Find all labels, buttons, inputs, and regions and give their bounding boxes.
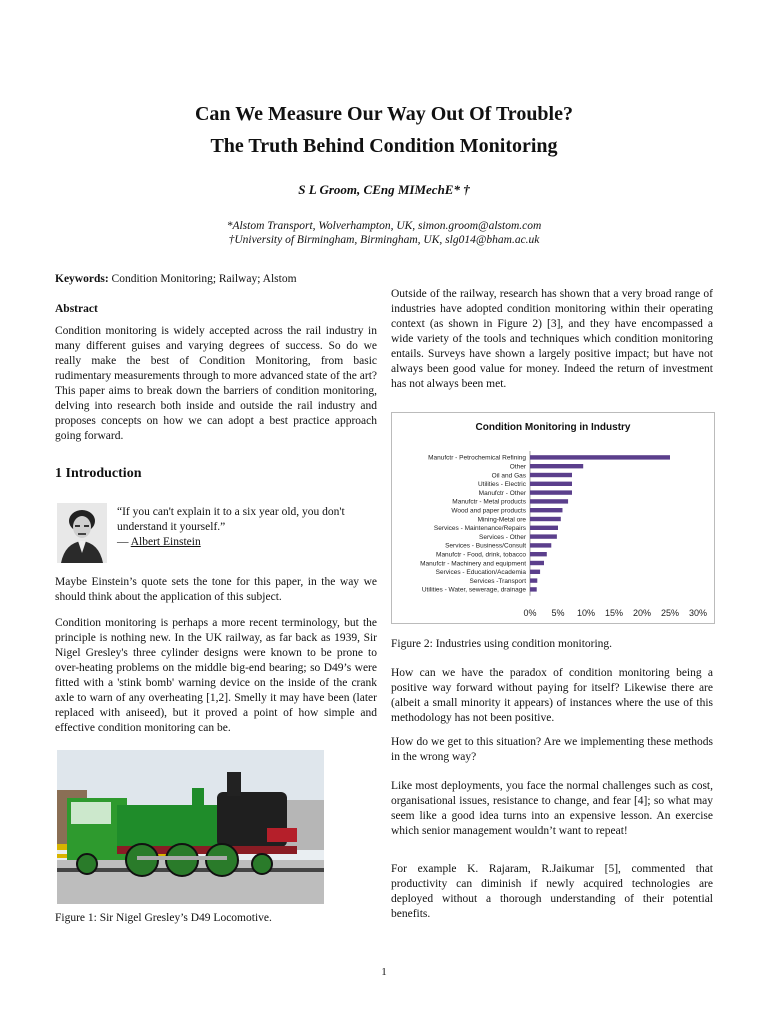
chart-bar bbox=[530, 578, 537, 582]
chart-bar bbox=[530, 508, 562, 512]
chart-bar bbox=[530, 473, 572, 477]
chart-category-label: Manufctr - Other bbox=[478, 489, 526, 497]
chart-title: Condition Monitoring in Industry bbox=[475, 422, 631, 433]
keywords-line bbox=[55, 272, 377, 287]
chart-bar bbox=[530, 587, 537, 591]
intro-para1-text: Maybe Einstein’s quote sets the tone for this paper, in the way we should think about the application of this subject. bbox=[55, 576, 377, 603]
chart-bar bbox=[530, 570, 540, 574]
right-paragraph-5 bbox=[391, 862, 713, 922]
chart-category-label: Manufctr - Food, drink, tobacco bbox=[436, 551, 526, 559]
paper-title-line2: The Truth Behind Condition Monitoring bbox=[210, 135, 558, 157]
right-paragraph-3 bbox=[391, 735, 713, 765]
chart-category-label: Services - Maintenance/Repairs bbox=[433, 525, 526, 533]
chart-x-tick-label: 5% bbox=[551, 607, 565, 618]
chart-x-tick-label: 10% bbox=[576, 607, 596, 618]
abstract-body bbox=[55, 324, 377, 444]
right-paragraph-1 bbox=[391, 287, 713, 392]
chart-bar bbox=[530, 526, 558, 530]
chart-category-label: Services -Transport bbox=[469, 577, 526, 585]
chart-category-label: Mining-Metal ore bbox=[477, 516, 526, 524]
chart-bar bbox=[530, 490, 572, 494]
chart-bar bbox=[530, 534, 557, 538]
chart-category-label: Utilities - Electric bbox=[477, 481, 526, 489]
chart-bar bbox=[530, 517, 561, 521]
page-number: 1 bbox=[381, 966, 387, 978]
chart-bar bbox=[530, 543, 551, 547]
chart-bar bbox=[530, 552, 547, 556]
chart-bar bbox=[530, 464, 583, 468]
abstract-text: Condition monitoring is widely accepted across the rail industry in many different guises and varying degrees of success. So do we really make the best of Condition Monitoring, from basic rudimentary measurements through to more advanced state of the art? This paper aims to break down the barriers of condition monitoring, delving into research both inside and outside the rail industry and proposes concepts on how we can adopt a best practice approach going forward. bbox=[55, 325, 377, 442]
chart-x-tick-label: 15% bbox=[604, 607, 624, 618]
chart-x-tick-label: 0% bbox=[523, 607, 537, 618]
chart-bar bbox=[530, 455, 670, 459]
intro-paragraph-2 bbox=[55, 616, 377, 736]
chart-plot bbox=[392, 413, 714, 623]
right-para4-text: Like most deployments, you face the normal challenges such as cost, organisational issues, resistance to change, and fear [4]; so what may seem like a good idea turns into an expensive lesson. An exercise which senior management wouldn’t want to repeat! bbox=[391, 780, 713, 837]
chart-bar bbox=[530, 561, 544, 565]
chart-category-label: Utilities - Water, sewerage, drainage bbox=[421, 586, 526, 594]
chart-x-tick-label: 25% bbox=[660, 607, 680, 618]
figure1-caption: Figure 1: Sir Nigel Gresley’s D49 Locomotive. bbox=[55, 912, 272, 924]
chart-category-label: Services - Education/Academia bbox=[435, 569, 526, 577]
paper-title-line1: Can We Measure Our Way Out Of Trouble? bbox=[194, 103, 573, 125]
intro-paragraph-1 bbox=[55, 575, 377, 605]
einstein-quote bbox=[117, 505, 377, 550]
chart-bar bbox=[530, 482, 572, 486]
chart-category-label: Manufctr - Petrochemical Refining bbox=[428, 454, 526, 462]
affiliation-alstom: *Alstom Transport, Wolverhampton, UK, simon.groom@alstom.com bbox=[226, 220, 542, 232]
locomotive-photo bbox=[57, 750, 324, 904]
einstein-portrait bbox=[57, 503, 107, 563]
right-para2-text: How can we have the paradox of condition monitoring being a positive way forward without paying for itself? Likewise there are (albeit a small minority it appears) of instances where the use of this methodology has not been positive. bbox=[391, 667, 713, 724]
affiliation-birmingham: †University of Birmingham, Birmingham, UK, slg014@bham.ac.uk bbox=[228, 234, 540, 246]
figure2-chart bbox=[391, 412, 715, 624]
chart-category-label: Oil and Gas bbox=[491, 472, 526, 480]
quote-text: “If you can't explain it to a six year old, you don't understand it yourself.” bbox=[117, 506, 345, 533]
abstract-heading: Abstract bbox=[55, 303, 98, 315]
chart-x-tick-label: 30% bbox=[688, 607, 708, 618]
right-para3-text: How do we get to this situation? Are we implementing these methods in the wrong way? bbox=[391, 736, 713, 763]
locomotive-image bbox=[57, 750, 324, 904]
chart-category-label: Wood and paper products bbox=[451, 507, 526, 515]
quote-dash: — bbox=[117, 536, 131, 548]
chart-x-tick-label: 20% bbox=[632, 607, 652, 618]
chart-bar bbox=[530, 499, 568, 503]
chart-category-label: Services - Business/Consult bbox=[445, 542, 526, 550]
keywords-label: Keywords: bbox=[55, 273, 109, 285]
quote-attribution bbox=[117, 535, 377, 550]
right-paragraph-4 bbox=[391, 779, 713, 839]
chart-category-label: Services - Other bbox=[479, 533, 526, 541]
author-line: S L Groom, CEng MIMechE* † bbox=[298, 182, 470, 197]
chart-category-label: Manufctr - Metal products bbox=[452, 498, 526, 506]
chart-category-label: Manufctr - Machinery and equipment bbox=[420, 560, 526, 568]
quote-author-link[interactable]: Albert Einstein bbox=[130, 536, 201, 548]
figure2-caption: Figure 2: Industries using condition monitoring. bbox=[391, 638, 613, 650]
right-paragraph-2 bbox=[391, 666, 713, 726]
keywords-value: Condition Monitoring; Railway; Alstom bbox=[108, 273, 297, 285]
portrait-image bbox=[57, 503, 107, 563]
section-heading-introduction: 1 Introduction bbox=[55, 466, 142, 481]
right-para1-text: Outside of the railway, research has shown that a very broad range of industries have adopted condition monitoring within their operating context (as shown in Figure 2) [3], and they have encompassed a wide variety of the tools and techniques which condition monitoring entails. Surveys have shown a largely positive impact; but have not always been good value for money. Indeed the return of investment has not always been met. bbox=[391, 288, 713, 390]
right-para5-text: For example K. Rajaram, R.Jaikumar [5], commented that productivity can diminish if newly acquired technologies are deployed without a thorough understanding of their potential benefits. bbox=[391, 863, 713, 920]
intro-para2-text: Condition monitoring is perhaps a more recent terminology, but the principle is nothing new. In the UK railway, as far back as 1939, Sir Nigel Gresley's three cylinder designs were known to be prone to over-heating problems on the middle big-end bearing; so D49’s were fitted with a 'stink bomb' warning device on the inside of the crank axle to warn of any overheating [1,2]. Smelly it may have been (later replaced with aniseed), but it proved a point of how simple and effective condition monitoring can be. bbox=[55, 617, 377, 734]
chart-category-label: Other bbox=[509, 463, 526, 471]
